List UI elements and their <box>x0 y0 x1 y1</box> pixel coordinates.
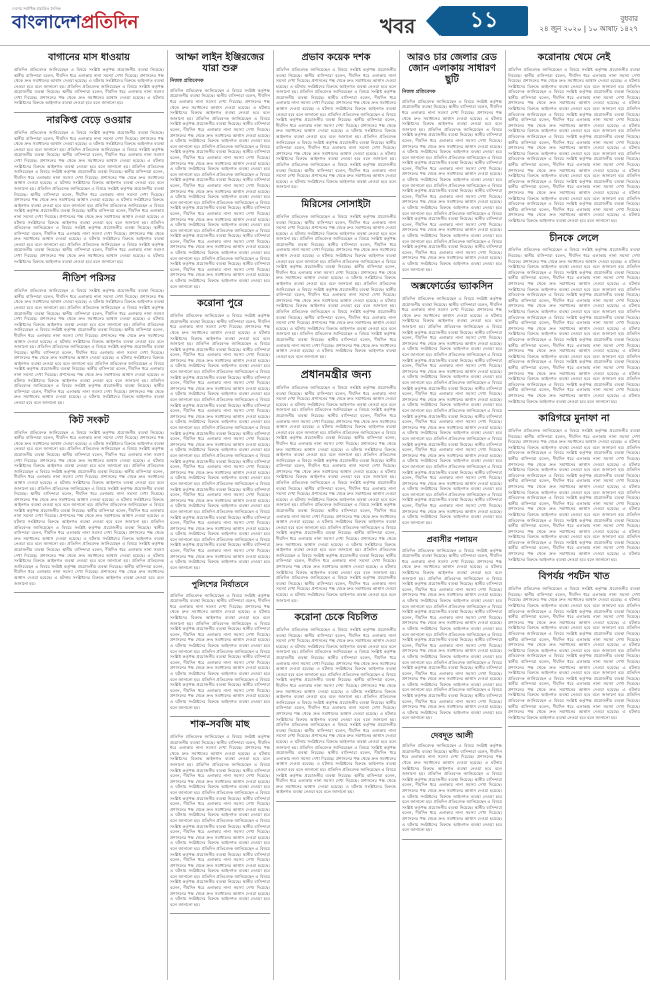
news-article[interactable] <box>14 416 164 587</box>
article-body: প্রতিদিন প্রতিবেদক জানিয়েছেন এ বিষয়ে সংশ্লিষ্ট কর্তৃপক্ষ প্রয়োজনীয় ব্যবস্থা নিয়েছে। স্থানীয় বাসিন্দারা বলেন, দীর্ঘদিন ধরে এলাকায় নানা সমস্যা দেখা দিয়েছে। প্রশাসনের পক্ষ থেকে দ্রুত সমাধানের আশ্বাস দেওয়া হয়েছে। এ ঘটনায় সংশ্লিষ্টদের বিরুদ্ধে আইনগত ব্যবস্থা নেওয়া হবে বলে জানানো হয়। প্রতিদিন প্রতিবেদক জানিয়েছেন এ বিষয়ে সংশ্লিষ্ট কর্তৃপক্ষ প্রয়োজনীয় ব্যবস্থা নিয়েছে। স্থানীয় বাসিন্দারা বলেন, দীর্ঘদিন ধরে এলাকায় নানা সমস্যা দেখা দিয়েছে। প্রশাসনের পক্ষ থেকে দ্রুত সমাধানের আশ্বাস দেওয়া হয়েছে। এ ঘটনায় সংশ্লিষ্টদের বিরুদ্ধে আইনগত ব্যবস্থা নেওয়া হবে বলে জানানো হয়। প্রতিদিন প্রতিবেদক জানিয়েছেন এ বিষয়ে সংশ্লিষ্ট কর্তৃপক্ষ প্রয়োজনীয় ব্যবস্থা নিয়েছে। স্থানীয় বাসিন্দারা বলেন, দীর্ঘদিন ধরে এলাকায় নানা সমস্যা দেখা দিয়েছে। প্রশাসনের পক্ষ থেকে দ্রুত সমাধানের আশ্বাস দেওয়া হয়েছে। এ ঘটনায় সংশ্লিষ্টদের বিরুদ্ধে আইনগত ব্যবস্থা নেওয়া হবে বলে জানানো হয়। প্রতিদিন প্রতিবেদক জানিয়েছেন এ বিষয়ে সংশ্লিষ্ট কর্তৃপক্ষ প্রয়োজনীয় ব্যবস্থা নিয়েছে। স্থানীয় বাসিন্দারা বলেন, দীর্ঘদিন ধরে এলাকায় নানা সমস্যা দেখা দিয়েছে। প্রশাসনের পক্ষ থেকে দ্রুত সমাধানের আশ্বাস দেওয়া হয়েছে। এ ঘটনায় সংশ্লিষ্টদের বিরুদ্ধে আইনগত ব্যবস্থা নেওয়া হবে বলে জানানো হয়। প্রতিদিন প্রতিবেদক জানিয়েছেন এ বিষয়ে সংশ্লিষ্ট কর্তৃপক্ষ প্রয়োজনীয় ব্যবস্থা নিয়েছে। স্থানীয় বাসিন্দারা বলেন, দীর্ঘদিন ধরে এলাকায় নানা সমস্যা দেখা দিয়েছে। প্রশাসনের পক্ষ থেকে দ্রুত সমাধানের আশ্বাস দেওয়া হয়েছে। এ ঘটনায় সংশ্লিষ্টদের বিরুদ্ধে আইনগত ব্যবস্থা নেওয়া হবে বলে জানানো হয়। প্রতিদিন প্রতিবেদক জানিয়েছেন এ বিষয়ে সংশ্লিষ্ট কর্তৃপক্ষ প্রয়োজনীয় ব্যবস্থা নিয়েছে। স্থানীয় বাসিন্দারা বলেন, দীর্ঘদিন ধরে এলাকায় নানা সমস্যা দেখা দিয়েছে। প্রশাসনের পক্ষ থেকে দ্রুত সমাধানের আশ্বাস দেওয়া হয়েছে। এ ঘটনায় সংশ্লিষ্টদের বিরুদ্ধে আইনগত ব্যবস্থা নেওয়া হবে বলে জানানো হয়। প্রতিদিন প্রতিবেদক জানিয়েছেন এ বিষয়ে সংশ্লিষ্ট কর্তৃপক্ষ প্রয়োজনীয় ব্যবস্থা নিয়েছে। স্থানীয় বাসিন্দারা বলেন, দীর্ঘদিন ধরে এলাকায় নানা সমস্যা দেখা দিয়েছে। প্রশাসনের পক্ষ থেকে দ্রুত সমাধানের আশ্বাস দেওয়া হয়েছে। এ ঘটনায় সংশ্লিষ্টদের বিরুদ্ধে আইনগত ব্যবস্থা নেওয়া হবে বলে জানানো হয়। <box>14 130 164 264</box>
article-headline[interactable]: পুলিশের নির্যাতনে <box>191 579 249 590</box>
article-headline[interactable]: করোনা পুরে <box>197 298 243 310</box>
article-separator <box>170 576 270 577</box>
article-separator <box>14 592 164 593</box>
article-headline[interactable]: শাক-সবজি মাছ <box>190 719 250 731</box>
article-body: প্রতিদিন প্রতিবেদক জানিয়েছেন এ বিষয়ে সংশ্লিষ্ট কর্তৃপক্ষ প্রয়োজনীয় ব্যবস্থা নিয়েছে। স্থানীয় বাসিন্দারা বলেন, দীর্ঘদিন ধরে এলাকায় নানা সমস্যা দেখা দিয়েছে। প্রশাসনের পক্ষ থেকে দ্রুত সমাধানের আশ্বাস দেওয়া হয়েছে। এ ঘটনায় সংশ্লিষ্টদের বিরুদ্ধে আইনগত ব্যবস্থা নেওয়া হবে বলে জানানো হয়। প্রতিদিন প্রতিবেদক জানিয়েছেন এ বিষয়ে সংশ্লিষ্ট কর্তৃপক্ষ প্রয়োজনীয় ব্যবস্থা নিয়েছে। স্থানীয় বাসিন্দারা বলেন, দীর্ঘদিন ধরে এলাকায় নানা সমস্যা দেখা দিয়েছে। প্রশাসনের পক্ষ থেকে দ্রুত সমাধানের আশ্বাস দেওয়া হয়েছে। এ ঘটনায় সংশ্লিষ্টদের বিরুদ্ধে আইনগত ব্যবস্থা নেওয়া হবে বলে জানানো হয়। প্রতিদিন প্রতিবেদক জানিয়েছেন এ বিষয়ে সংশ্লিষ্ট কর্তৃপক্ষ প্রয়োজনীয় ব্যবস্থা নিয়েছে। স্থানীয় বাসিন্দারা বলেন, দীর্ঘদিন ধরে এলাকায় নানা সমস্যা দেখা দিয়েছে। প্রশাসনের পক্ষ থেকে দ্রুত সমাধানের আশ্বাস দেওয়া হয়েছে। এ ঘটনায় সংশ্লিষ্টদের বিরুদ্ধে আইনগত ব্যবস্থা নেওয়া হবে বলে জানানো হয়। প্রতিদিন প্রতিবেদক জানিয়েছেন এ বিষয়ে সংশ্লিষ্ট কর্তৃপক্ষ প্রয়োজনীয় ব্যবস্থা নিয়েছে। স্থানীয় বাসিন্দারা বলেন, দীর্ঘদিন ধরে এলাকায় নানা সমস্যা দেখা দিয়েছে। প্রশাসনের পক্ষ থেকে দ্রুত সমাধানের আশ্বাস দেওয়া হয়েছে। এ ঘটনায় সংশ্লিষ্টদের বিরুদ্ধে আইনগত ব্যবস্থা নেওয়া হবে বলে জানানো হয়। প্রতিদিন প্রতিবেদক জানিয়েছেন এ বিষয়ে সংশ্লিষ্ট কর্তৃপক্ষ প্রয়োজনীয় ব্যবস্থা নিয়েছে। স্থানীয় বাসিন্দারা বলেন, দীর্ঘদিন ধরে এলাকায় নানা সমস্যা দেখা দিয়েছে। প্রশাসনের পক্ষ থেকে দ্রুত সমাধানের আশ্বাস দেওয়া হয়েছে। এ ঘটনায় সংশ্লিষ্টদের বিরুদ্ধে আইনগত ব্যবস্থা নেওয়া হবে বলে জানানো হয়। প্রতিদিন প্রতিবেদক জানিয়েছেন এ বিষয়ে সংশ্লিষ্ট কর্তৃপক্ষ প্রয়োজনীয় ব্যবস্থা নিয়েছে। স্থানীয় বাসিন্দারা বলেন, দীর্ঘদিন ধরে এলাকায় নানা সমস্যা দেখা দিয়েছে। প্রশাসনের পক্ষ থেকে দ্রুত সমাধানের আশ্বাস দেওয়া হয়েছে। এ ঘটনায় সংশ্লিষ্টদের বিরুদ্ধে আইনগত ব্যবস্থা নেওয়া হবে বলে জানানো হয়। <box>14 288 164 406</box>
news-article[interactable] <box>276 369 396 603</box>
article-headline[interactable]: প্রবাসীর পলায়ন <box>426 534 478 545</box>
article-headline[interactable]: আম্ফা লাইন ইঞ্জিরজের যারা শুরু <box>175 52 265 74</box>
news-article[interactable] <box>508 572 640 720</box>
weekday: বুধবার <box>620 15 638 23</box>
logo-part-1: বাংলাদেশ <box>12 12 81 33</box>
article-body: প্রতিদিন প্রতিবেদক জানিয়েছেন এ বিষয়ে সংশ্লিষ্ট কর্তৃপক্ষ প্রয়োজনীয় ব্যবস্থা নিয়েছে। স্থানীয় বাসিন্দারা বলেন, দীর্ঘদিন ধরে এলাকায় নানা সমস্যা দেখা দিয়েছে। প্রশাসনের পক্ষ থেকে দ্রুত সমাধানের আশ্বাস দেওয়া হয়েছে। এ ঘটনায় সংশ্লিষ্টদের বিরুদ্ধে আইনগত ব্যবস্থা নেওয়া হবে বলে জানানো হয়। প্রতিদিন প্রতিবেদক জানিয়েছেন এ বিষয়ে সংশ্লিষ্ট কর্তৃপক্ষ প্রয়োজনীয় ব্যবস্থা নিয়েছে। স্থানীয় বাসিন্দারা বলেন, দীর্ঘদিন ধরে এলাকায় নানা সমস্যা দেখা দিয়েছে। প্রশাসনের পক্ষ থেকে দ্রুত সমাধানের আশ্বাস দেওয়া হয়েছে। এ ঘটনায় সংশ্লিষ্টদের বিরুদ্ধে আইনগত ব্যবস্থা নেওয়া হবে বলে জানানো হয়। প্রতিদিন প্রতিবেদক জানিয়েছেন এ বিষয়ে সংশ্লিষ্ট কর্তৃপক্ষ প্রয়োজনীয় ব্যবস্থা নিয়েছে। স্থানীয় বাসিন্দারা বলেন, দীর্ঘদিন ধরে এলাকায় নানা সমস্যা দেখা দিয়েছে। প্রশাসনের পক্ষ থেকে দ্রুত সমাধানের আশ্বাস দেওয়া হয়েছে। এ ঘটনায় সংশ্লিষ্টদের বিরুদ্ধে আইনগত ব্যবস্থা নেওয়া হবে বলে জানানো হয়। <box>402 743 502 833</box>
column-divider <box>505 50 506 980</box>
logo-wordmark <box>12 12 172 34</box>
news-column-5 <box>508 50 640 730</box>
article-separator <box>402 278 502 279</box>
article-separator <box>14 412 164 413</box>
article-headline[interactable]: নীতিশ পরিসর <box>62 273 116 285</box>
news-article[interactable] <box>276 53 396 190</box>
news-column-4 <box>402 50 502 843</box>
article-separator <box>508 726 640 727</box>
article-body: প্রতিদিন প্রতিবেদক জানিয়েছেন এ বিষয়ে সংশ্লিষ্ট কর্তৃপক্ষ প্রয়োজনীয় ব্যবস্থা নিয়েছে। স্থানীয় বাসিন্দারা বলেন, দীর্ঘদিন ধরে এলাকায় নানা সমস্যা দেখা দিয়েছে। প্রশাসনের পক্ষ থেকে দ্রুত সমাধানের আশ্বাস দেওয়া হয়েছে। এ ঘটনায় সংশ্লিষ্টদের বিরুদ্ধে আইনগত ব্যবস্থা নেওয়া হবে বলে জানানো হয়। প্রতিদিন প্রতিবেদক জানিয়েছেন এ বিষয়ে সংশ্লিষ্ট কর্তৃপক্ষ প্রয়োজনীয় ব্যবস্থা নিয়েছে। স্থানীয় বাসিন্দারা বলেন, দীর্ঘদিন ধরে এলাকায় নানা সমস্যা দেখা দিয়েছে। প্রশাসনের পক্ষ থেকে দ্রুত সমাধানের আশ্বাস দেওয়া হয়েছে। এ ঘটনায় সংশ্লিষ্টদের বিরুদ্ধে আইনগত ব্যবস্থা নেওয়া হবে বলে জানানো হয়। প্রতিদিন প্রতিবেদক জানিয়েছেন এ বিষয়ে সংশ্লিষ্ট কর্তৃপক্ষ প্রয়োজনীয় ব্যবস্থা নিয়েছে। স্থানীয় বাসিন্দারা বলেন, দীর্ঘদিন ধরে এলাকায় নানা সমস্যা দেখা দিয়েছে। প্রশাসনের পক্ষ থেকে দ্রুত সমাধানের আশ্বাস দেওয়া হয়েছে। এ ঘটনায় সংশ্লিষ্টদের বিরুদ্ধে আইনগত ব্যবস্থা নেওয়া হবে বলে জানানো হয়। প্রতিদিন প্রতিবেদক জানিয়েছেন এ বিষয়ে সংশ্লিষ্ট কর্তৃপক্ষ প্রয়োজনীয় ব্যবস্থা নিয়েছে। স্থানীয় বাসিন্দারা বলেন, দীর্ঘদিন ধরে এলাকায় নানা সমস্যা দেখা দিয়েছে। প্রশাসনের পক্ষ থেকে দ্রুত সমাধানের আশ্বাস দেওয়া হয়েছে। এ ঘটনায় সংশ্লিষ্টদের বিরুদ্ধে আইনগত ব্যবস্থা নেওয়া হবে বলে জানানো হয়। প্রতিদিন প্রতিবেদক জানিয়েছেন এ বিষয়ে সংশ্লিষ্ট কর্তৃপক্ষ প্রয়োজনীয় ব্যবস্থা নিয়েছে। স্থানীয় বাসিন্দারা বলেন, দীর্ঘদিন ধরে এলাকায় নানা সমস্যা দেখা দিয়েছে। প্রশাসনের পক্ষ থেকে দ্রুত সমাধানের আশ্বাস দেওয়া হয়েছে। এ ঘটনায় সংশ্লিষ্টদের বিরুদ্ধে আইনগত ব্যবস্থা নেওয়া হবে বলে জানানো হয়। প্রতিদিন প্রতিবেদক জানিয়েছেন এ বিষয়ে সংশ্লিষ্ট কর্তৃপক্ষ প্রয়োজনীয় ব্যবস্থা নিয়েছে। স্থানীয় বাসিন্দারা বলেন, দীর্ঘদিন ধরে এলাকায় নানা সমস্যা দেখা দিয়েছে। প্রশাসনের পক্ষ থেকে দ্রুত সমাধানের আশ্বাস দেওয়া হয়েছে। এ ঘটনায় সংশ্লিষ্টদের বিরুদ্ধে আইনগত ব্যবস্থা নেওয়া হবে বলে জানানো হয়। প্রতিদিন প্রতিবেদক জানিয়েছেন এ বিষয়ে সংশ্লিষ্ট কর্তৃপক্ষ প্রয়োজনীয় ব্যবস্থা নিয়েছে। স্থানীয় বাসিন্দারা বলেন, দীর্ঘদিন ধরে এলাকায় নানা সমস্যা দেখা দিয়েছে। প্রশাসনের পক্ষ থেকে দ্রুত সমাধানের আশ্বাস দেওয়া হয়েছে। এ ঘটনায় সংশ্লিষ্টদের বিরুদ্ধে আইনগত ব্যবস্থা নেওয়া হবে বলে জানানো হয়। প্রতিদিন প্রতিবেদক জানিয়েছেন এ বিষয়ে সংশ্লিষ্ট কর্তৃপক্ষ প্রয়োজনীয় ব্যবস্থা নিয়েছে। স্থানীয় বাসিন্দারা বলেন, দীর্ঘদিন ধরে এলাকায় নানা সমস্যা দেখা দিয়েছে। প্রশাসনের পক্ষ থেকে দ্রুত সমাধানের আশ্বাস দেওয়া হয়েছে। এ ঘটনায় সংশ্লিষ্টদের বিরুদ্ধে আইনগত ব্যবস্থা নেওয়া হবে বলে জানানো হয়। প্রতিদিন প্রতিবেদক জানিয়েছেন এ বিষয়ে সংশ্লিষ্ট কর্তৃপক্ষ প্রয়োজনীয় ব্যবস্থা নিয়েছে। স্থানীয় বাসিন্দারা বলেন, দীর্ঘদিন ধরে এলাকায় নানা সমস্যা দেখা দিয়েছে। প্রশাসনের পক্ষ থেকে দ্রুত সমাধানের আশ্বাস দেওয়া হয়েছে। এ ঘটনায় সংশ্লিষ্টদের বিরুদ্ধে আইনগত ব্যবস্থা নেওয়া হবে বলে জানানো হয়। <box>276 384 396 603</box>
news-article[interactable] <box>170 580 270 710</box>
news-column-3 <box>276 50 396 805</box>
news-article[interactable] <box>402 535 502 721</box>
news-article[interactable] <box>170 720 270 907</box>
article-body: প্রতিদিন প্রতিবেদক জানিয়েছেন এ বিষয়ে সংশ্লিষ্ট কর্তৃপক্ষ প্রয়োজনীয় ব্যবস্থা নিয়েছে। স্থানীয় বাসিন্দারা বলেন, দীর্ঘদিন ধরে এলাকায় নানা সমস্যা দেখা দিয়েছে। প্রশাসনের পক্ষ থেকে দ্রুত সমাধানের আশ্বাস দেওয়া হয়েছে। এ ঘটনায় সংশ্লিষ্টদের বিরুদ্ধে আইনগত ব্যবস্থা নেওয়া হবে বলে জানানো হয়। প্রতিদিন প্রতিবেদক জানিয়েছেন এ বিষয়ে সংশ্লিষ্ট কর্তৃপক্ষ প্রয়োজনীয় ব্যবস্থা নিয়েছে। স্থানীয় বাসিন্দারা বলেন, দীর্ঘদিন ধরে এলাকায় নানা সমস্যা দেখা দিয়েছে। প্রশাসনের পক্ষ থেকে দ্রুত সমাধানের আশ্বাস দেওয়া হয়েছে। এ ঘটনায় সংশ্লিষ্টদের বিরুদ্ধে আইনগত ব্যবস্থা নেওয়া হবে বলে জানানো হয়। প্রতিদিন প্রতিবেদক জানিয়েছেন এ বিষয়ে সংশ্লিষ্ট কর্তৃপক্ষ প্রয়োজনীয় ব্যবস্থা নিয়েছে। স্থানীয় বাসিন্দারা বলেন, দীর্ঘদিন ধরে এলাকায় নানা সমস্যা দেখা দিয়েছে। প্রশাসনের পক্ষ থেকে দ্রুত সমাধানের আশ্বাস দেওয়া হয়েছে। এ ঘটনায় সংশ্লিষ্টদের বিরুদ্ধে আইনগত ব্যবস্থা নেওয়া হবে বলে জানানো হয়। প্রতিদিন প্রতিবেদক জানিয়েছেন এ বিষয়ে সংশ্লিষ্ট কর্তৃপক্ষ প্রয়োজনীয় ব্যবস্থা নিয়েছে। স্থানীয় বাসিন্দারা বলেন, দীর্ঘদিন ধরে এলাকায় নানা সমস্যা দেখা দিয়েছে। প্রশাসনের পক্ষ থেকে দ্রুত সমাধানের আশ্বাস দেওয়া হয়েছে। এ ঘটনায় সংশ্লিষ্টদের বিরুদ্ধে আইনগত ব্যবস্থা নেওয়া হবে বলে জানানো হয়। প্রতিদিন প্রতিবেদক জানিয়েছেন এ বিষয়ে সংশ্লিষ্ট কর্তৃপক্ষ প্রয়োজনীয় ব্যবস্থা নিয়েছে। স্থানীয় বাসিন্দারা বলেন, দীর্ঘদিন ধরে এলাকায় নানা সমস্যা দেখা দিয়েছে। প্রশাসনের পক্ষ থেকে দ্রুত সমাধানের আশ্বাস দেওয়া হয়েছে। এ ঘটনায় সংশ্লিষ্টদের বিরুদ্ধে আইনগত ব্যবস্থা নেওয়া হবে বলে জানানো হয়। প্রতিদিন প্রতিবেদক জানিয়েছেন এ বিষয়ে সংশ্লিষ্ট কর্তৃপক্ষ প্রয়োজনীয় ব্যবস্থা নিয়েছে। স্থানীয় বাসিন্দারা বলেন, দীর্ঘদিন ধরে এলাকায় নানা সমস্যা দেখা দিয়েছে। প্রশাসনের পক্ষ থেকে দ্রুত সমাধানের আশ্বাস দেওয়া হয়েছে। এ ঘটনায় সংশ্লিষ্টদের বিরুদ্ধে আইনগত ব্যবস্থা নেওয়া হবে বলে জানানো হয়। প্রতিদিন প্রতিবেদক জানিয়েছেন এ বিষয়ে সংশ্লিষ্ট কর্তৃপক্ষ প্রয়োজনীয় ব্যবস্থা নিয়েছে। স্থানীয় বাসিন্দারা বলেন, দীর্ঘদিন ধরে এলাকায় নানা সমস্যা দেখা দিয়েছে। প্রশাসনের পক্ষ থেকে দ্রুত সমাধানের আশ্বাস দেওয়া হয়েছে। এ ঘটনায় সংশ্লিষ্টদের বিরুদ্ধে আইনগত ব্যবস্থা নেওয়া হবে বলে জানানো হয়। <box>508 247 640 404</box>
article-headline[interactable]: চীনকে লেলে <box>549 232 599 244</box>
column-divider <box>399 50 400 980</box>
issue-date: ২৪ জুন ২০২০ | ১০ আষাঢ় ১৪২৭ <box>539 25 638 33</box>
column-divider <box>273 50 274 980</box>
article-headline[interactable]: প্রধানমন্ত্রীর জন্য <box>300 368 372 382</box>
article-body: প্রতিদিন প্রতিবেদক জানিয়েছেন এ বিষয়ে সংশ্লিষ্ট কর্তৃপক্ষ প্রয়োজনীয় ব্যবস্থা নিয়েছে। স্থানীয় বাসিন্দারা বলেন, দীর্ঘদিন ধরে এলাকায় নানা সমস্যা দেখা দিয়েছে। প্রশাসনের পক্ষ থেকে দ্রুত সমাধানের আশ্বাস দেওয়া হয়েছে। এ ঘটনায় সংশ্লিষ্টদের বিরুদ্ধে আইনগত ব্যবস্থা নেওয়া হবে বলে জানানো হয়। প্রতিদিন প্রতিবেদক জানিয়েছেন এ বিষয়ে সংশ্লিষ্ট কর্তৃপক্ষ প্রয়োজনীয় ব্যবস্থা নিয়েছে। স্থানীয় বাসিন্দারা বলেন, দীর্ঘদিন ধরে এলাকায় নানা সমস্যা দেখা দিয়েছে। প্রশাসনের পক্ষ থেকে দ্রুত সমাধানের আশ্বাস দেওয়া হয়েছে। এ ঘটনায় সংশ্লিষ্টদের বিরুদ্ধে আইনগত ব্যবস্থা নেওয়া হবে বলে জানানো হয়। প্রতিদিন প্রতিবেদক জানিয়েছেন এ বিষয়ে সংশ্লিষ্ট কর্তৃপক্ষ প্রয়োজনীয় ব্যবস্থা নিয়েছে। স্থানীয় বাসিন্দারা বলেন, দীর্ঘদিন ধরে এলাকায় নানা সমস্যা দেখা দিয়েছে। প্রশাসনের পক্ষ থেকে দ্রুত সমাধানের আশ্বাস দেওয়া হয়েছে। এ ঘটনায় সংশ্লিষ্টদের বিরুদ্ধে আইনগত ব্যবস্থা নেওয়া হবে বলে জানানো হয়। প্রতিদিন প্রতিবেদক জানিয়েছেন এ বিষয়ে সংশ্লিষ্ট কর্তৃপক্ষ প্রয়োজনীয় ব্যবস্থা নিয়েছে। স্থানীয় বাসিন্দারা বলেন, দীর্ঘদিন ধরে এলাকায় নানা সমস্যা দেখা দিয়েছে। প্রশাসনের পক্ষ থেকে দ্রুত সমাধানের আশ্বাস দেওয়া হয়েছে। এ ঘটনায় সংশ্লিষ্টদের বিরুদ্ধে আইনগত ব্যবস্থা নেওয়া হবে বলে জানানো হয়। প্রতিদিন প্রতিবেদক জানিয়েছেন এ বিষয়ে সংশ্লিষ্ট কর্তৃপক্ষ প্রয়োজনীয় ব্যবস্থা নিয়েছে। স্থানীয় বাসিন্দারা বলেন, দীর্ঘদিন ধরে এলাকায় নানা সমস্যা দেখা দিয়েছে। প্রশাসনের পক্ষ থেকে দ্রুত সমাধানের আশ্বাস দেওয়া হয়েছে। এ ঘটনায় সংশ্লিষ্টদের বিরুদ্ধে আইনগত ব্যবস্থা নেওয়া হবে বলে জানানো হয়। প্রতিদিন প্রতিবেদক জানিয়েছেন এ বিষয়ে সংশ্লিষ্ট কর্তৃপক্ষ প্রয়োজনীয় ব্যবস্থা নিয়েছে। স্থানীয় বাসিন্দারা বলেন, দীর্ঘদিন ধরে এলাকায় নানা সমস্যা দেখা দিয়েছে। প্রশাসনের পক্ষ থেকে দ্রুত সমাধানের আশ্বাস দেওয়া হয়েছে। এ ঘটনায় সংশ্লিষ্টদের বিরুদ্ধে আইনগত ব্যবস্থা নেওয়া হবে বলে জানানো হয়। <box>170 734 270 907</box>
logo-part-2: প্রতিদিন <box>80 12 139 33</box>
article-separator <box>170 295 270 296</box>
article-body: প্রতিদিন প্রতিবেদক জানিয়েছেন এ বিষয়ে সংশ্লিষ্ট কর্তৃপক্ষ প্রয়োজনীয় ব্যবস্থা নিয়েছে। স্থানীয় বাসিন্দারা বলেন, দীর্ঘদিন ধরে এলাকায় নানা সমস্যা দেখা দিয়েছে। প্রশাসনের পক্ষ থেকে দ্রুত সমাধানের আশ্বাস দেওয়া হয়েছে। এ ঘটনায় সংশ্লিষ্টদের বিরুদ্ধে আইনগত ব্যবস্থা নেওয়া হবে বলে জানানো হয়। প্রতিদিন প্রতিবেদক জানিয়েছেন এ বিষয়ে সংশ্লিষ্ট কর্তৃপক্ষ প্রয়োজনীয় ব্যবস্থা নিয়েছে। স্থানীয় বাসিন্দারা বলেন, দীর্ঘদিন ধরে এলাকায় নানা সমস্যা দেখা দিয়েছে। প্রশাসনের পক্ষ থেকে দ্রুত সমাধানের আশ্বাস দেওয়া হয়েছে। এ ঘটনায় সংশ্লিষ্টদের বিরুদ্ধে আইনগত ব্যবস্থা নেওয়া হবে বলে জানানো হয়। প্রতিদিন প্রতিবেদক জানিয়েছেন এ বিষয়ে সংশ্লিষ্ট কর্তৃপক্ষ প্রয়োজনীয় ব্যবস্থা নিয়েছে। স্থানীয় বাসিন্দারা বলেন, দীর্ঘদিন ধরে এলাকায় নানা সমস্যা দেখা দিয়েছে। প্রশাসনের পক্ষ থেকে দ্রুত সমাধানের আশ্বাস দেওয়া হয়েছে। এ ঘটনায় সংশ্লিষ্টদের বিরুদ্ধে আইনগত ব্যবস্থা নেওয়া হবে বলে জানানো হয়। প্রতিদিন প্রতিবেদক জানিয়েছেন এ বিষয়ে সংশ্লিষ্ট কর্তৃপক্ষ প্রয়োজনীয় ব্যবস্থা নিয়েছে। স্থানীয় বাসিন্দারা বলেন, দীর্ঘদিন ধরে এলাকায় নানা সমস্যা দেখা দিয়েছে। প্রশাসনের পক্ষ থেকে দ্রুত সমাধানের আশ্বাস দেওয়া হয়েছে। এ ঘটনায় সংশ্লিষ্টদের বিরুদ্ধে আইনগত ব্যবস্থা নেওয়া হবে বলে জানানো হয়। প্রতিদিন প্রতিবেদক জানিয়েছেন এ বিষয়ে সংশ্লিষ্ট কর্তৃপক্ষ প্রয়োজনীয় ব্যবস্থা নিয়েছে। স্থানীয় বাসিন্দারা বলেন, দীর্ঘদিন ধরে এলাকায় নানা সমস্যা দেখা দিয়েছে। প্রশাসনের পক্ষ থেকে দ্রুত সমাধানের আশ্বাস দেওয়া হয়েছে। এ ঘটনায় সংশ্লিষ্টদের বিরুদ্ধে আইনগত ব্যবস্থা নেওয়া হবে বলে জানানো হয়। <box>276 66 396 190</box>
section-title: খবর <box>380 14 416 38</box>
news-article[interactable] <box>508 234 640 405</box>
masthead <box>0 0 650 46</box>
news-article[interactable] <box>14 274 164 405</box>
article-body: প্রতিদিন প্রতিবেদক জানিয়েছেন এ বিষয়ে সংশ্লিষ্ট কর্তৃপক্ষ প্রয়োজনীয় ব্যবস্থা নিয়েছে। স্থানীয় বাসিন্দারা বলেন, দীর্ঘদিন ধরে এলাকায় নানা সমস্যা দেখা দিয়েছে। প্রশাসনের পক্ষ থেকে দ্রুত সমাধানের আশ্বাস দেওয়া হয়েছে। এ ঘটনায় সংশ্লিষ্টদের বিরুদ্ধে আইনগত ব্যবস্থা নেওয়া হবে বলে জানানো হয়। প্রতিদিন প্রতিবেদক জানিয়েছেন এ বিষয়ে সংশ্লিষ্ট কর্তৃপক্ষ প্রয়োজনীয় ব্যবস্থা নিয়েছে। স্থানীয় বাসিন্দারা বলেন, দীর্ঘদিন ধরে এলাকায় নানা সমস্যা দেখা দিয়েছে। প্রশাসনের পক্ষ থেকে দ্রুত সমাধানের আশ্বাস দেওয়া হয়েছে। এ ঘটনায় সংশ্লিষ্টদের বিরুদ্ধে আইনগত ব্যবস্থা নেওয়া হবে বলে জানানো হয়। প্রতিদিন প্রতিবেদক জানিয়েছেন এ বিষয়ে সংশ্লিষ্ট কর্তৃপক্ষ প্রয়োজনীয় ব্যবস্থা নিয়েছে। স্থানীয় বাসিন্দারা বলেন, দীর্ঘদিন ধরে এলাকায় নানা সমস্যা দেখা দিয়েছে। প্রশাসনের পক্ষ থেকে দ্রুত সমাধানের আশ্বাস দেওয়া হয়েছে। এ ঘটনায় সংশ্লিষ্টদের বিরুদ্ধে আইনগত ব্যবস্থা নেওয়া হবে বলে জানানো হয়। প্রতিদিন প্রতিবেদক জানিয়েছেন এ বিষয়ে সংশ্লিষ্ট কর্তৃপক্ষ প্রয়োজনীয় ব্যবস্থা নিয়েছে। স্থানীয় বাসিন্দারা বলেন, দীর্ঘদিন ধরে এলাকায় নানা সমস্যা দেখা দিয়েছে। প্রশাসনের পক্ষ থেকে দ্রুত সমাধানের আশ্বাস দেওয়া হয়েছে। এ ঘটনায় সংশ্লিষ্টদের বিরুদ্ধে আইনগত ব্যবস্থা নেওয়া হবে বলে জানানো হয়। প্রতিদিন প্রতিবেদক জানিয়েছেন এ বিষয়ে সংশ্লিষ্ট কর্তৃপক্ষ প্রয়োজনীয় ব্যবস্থা নিয়েছে। স্থানীয় বাসিন্দারা বলেন, দীর্ঘদিন ধরে এলাকায় নানা সমস্যা দেখা দিয়েছে। প্রশাসনের পক্ষ থেকে দ্রুত সমাধানের আশ্বাস দেওয়া হয়েছে। এ ঘটনায় সংশ্লিষ্টদের বিরুদ্ধে আইনগত ব্যবস্থা নেওয়া হবে বলে জানানো হয়। প্রতিদিন প্রতিবেদক জানিয়েছেন এ বিষয়ে সংশ্লিষ্ট কর্তৃপক্ষ প্রয়োজনীয় ব্যবস্থা নিয়েছে। স্থানীয় বাসিন্দারা বলেন, দীর্ঘদিন ধরে এলাকায় নানা সমস্যা দেখা দিয়েছে। প্রশাসনের পক্ষ থেকে দ্রুত সমাধানের আশ্বাস দেওয়া হয়েছে। এ ঘটনায় সংশ্লিষ্টদের বিরুদ্ধে আইনগত ব্যবস্থা নেওয়া হবে বলে জানানো হয়। প্রতিদিন প্রতিবেদক জানিয়েছেন এ বিষয়ে সংশ্লিষ্ট কর্তৃপক্ষ প্রয়োজনীয় ব্যবস্থা নিয়েছে। স্থানীয় বাসিন্দারা বলেন, দীর্ঘদিন ধরে এলাকায় নানা সমস্যা দেখা দিয়েছে। প্রশাসনের পক্ষ থেকে দ্রুত সমাধানের আশ্বাস দেওয়া হয়েছে। এ ঘটনায় সংশ্লিষ্টদের বিরুদ্ধে আইনগত ব্যবস্থা নেওয়া হবে বলে জানানো হয়। প্রতিদিন প্রতিবেদক জানিয়েছেন এ বিষয়ে সংশ্লিষ্ট কর্তৃপক্ষ প্রয়োজনীয় ব্যবস্থা নিয়েছে। স্থানীয় বাসিন্দারা বলেন, দীর্ঘদিন ধরে এলাকায় নানা সমস্যা দেখা দিয়েছে। প্রশাসনের পক্ষ থেকে দ্রুত সমাধানের আশ্বাস দেওয়া হয়েছে। এ ঘটনায় সংশ্লিষ্টদের বিরুদ্ধে আইনগত ব্যবস্থা নেওয়া হবে বলে জানানো হয়। প্রতিদিন প্রতিবেদক জানিয়েছেন এ বিষয়ে সংশ্লিষ্ট কর্তৃপক্ষ প্রয়োজনীয় ব্যবস্থা নিয়েছে। স্থানীয় বাসিন্দারা বলেন, দীর্ঘদিন ধরে এলাকায় নানা সমস্যা দেখা দিয়েছে। প্রশাসনের পক্ষ থেকে দ্রুত সমাধানের আশ্বাস দেওয়া হয়েছে। এ ঘটনায় সংশ্লিষ্টদের বিরুদ্ধে আইনগত ব্যবস্থা নেওয়া হবে বলে জানানো হয়। <box>170 313 270 570</box>
news-article[interactable] <box>508 53 640 224</box>
news-article[interactable] <box>170 53 270 289</box>
article-separator <box>508 230 640 231</box>
article-body: প্রতিদিন প্রতিবেদক জানিয়েছেন এ বিষয়ে সংশ্লিষ্ট কর্তৃপক্ষ প্রয়োজনীয় ব্যবস্থা নিয়েছে। স্থানীয় বাসিন্দারা বলেন, দীর্ঘদিন ধরে এলাকায় নানা সমস্যা দেখা দিয়েছে। প্রশাসনের পক্ষ থেকে দ্রুত সমাধানের আশ্বাস দেওয়া হয়েছে। এ ঘটনায় সংশ্লিষ্টদের বিরুদ্ধে আইনগত ব্যবস্থা নেওয়া হবে বলে জানানো হয়। প্রতিদিন প্রতিবেদক জানিয়েছেন এ বিষয়ে সংশ্লিষ্ট কর্তৃপক্ষ প্রয়োজনীয় ব্যবস্থা নিয়েছে। স্থানীয় বাসিন্দারা বলেন, দীর্ঘদিন ধরে এলাকায় নানা সমস্যা দেখা দিয়েছে। প্রশাসনের পক্ষ থেকে দ্রুত সমাধানের আশ্বাস দেওয়া হয়েছে। এ ঘটনায় সংশ্লিষ্টদের বিরুদ্ধে আইনগত ব্যবস্থা নেওয়া হবে বলে জানানো হয়। প্রতিদিন প্রতিবেদক জানিয়েছেন এ বিষয়ে সংশ্লিষ্ট কর্তৃপক্ষ প্রয়োজনীয় ব্যবস্থা নিয়েছে। স্থানীয় বাসিন্দারা বলেন, দীর্ঘদিন ধরে এলাকায় নানা সমস্যা দেখা দিয়েছে। প্রশাসনের পক্ষ থেকে দ্রুত সমাধানের আশ্বাস দেওয়া হয়েছে। এ ঘটনায় সংশ্লিষ্টদের বিরুদ্ধে আইনগত ব্যবস্থা নেওয়া হবে বলে জানানো হয়। প্রতিদিন প্রতিবেদক জানিয়েছেন এ বিষয়ে সংশ্লিষ্ট কর্তৃপক্ষ প্রয়োজনীয় ব্যবস্থা নিয়েছে। স্থানীয় বাসিন্দারা বলেন, দীর্ঘদিন ধরে এলাকায় নানা সমস্যা দেখা দিয়েছে। প্রশাসনের পক্ষ থেকে দ্রুত সমাধানের আশ্বাস দেওয়া হয়েছে। এ ঘটনায় সংশ্লিষ্টদের বিরুদ্ধে আইনগত ব্যবস্থা নেওয়া হবে বলে জানানো হয়। প্রতিদিন প্রতিবেদক জানিয়েছেন এ বিষয়ে সংশ্লিষ্ট কর্তৃপক্ষ প্রয়োজনীয় ব্যবস্থা নিয়েছে। স্থানীয় বাসিন্দারা বলেন, দীর্ঘদিন ধরে এলাকায় নানা সমস্যা দেখা দিয়েছে। প্রশাসনের পক্ষ থেকে দ্রুত সমাধানের আশ্বাস দেওয়া হয়েছে। এ ঘটনায় সংশ্লিষ্টদের বিরুদ্ধে আইনগত ব্যবস্থা নেওয়া হবে বলে জানানো হয়। প্রতিদিন প্রতিবেদক জানিয়েছেন এ বিষয়ে সংশ্লিষ্ট কর্তৃপক্ষ প্রয়োজনীয় ব্যবস্থা নিয়েছে। স্থানীয় বাসিন্দারা বলেন, দীর্ঘদিন ধরে এলাকায় নানা সমস্যা দেখা দিয়েছে। প্রশাসনের পক্ষ থেকে দ্রুত সমাধানের আশ্বাস দেওয়া হয়েছে। এ ঘটনায় সংশ্লিষ্টদের বিরুদ্ধে আইনগত ব্যবস্থা নেওয়া হবে বলে জানানো হয়। <box>402 98 502 272</box>
article-separator <box>508 410 640 411</box>
news-article[interactable] <box>14 53 164 106</box>
news-article[interactable] <box>14 116 164 264</box>
article-headline[interactable]: করোনায় থেমে নেই <box>537 52 611 63</box>
article-separator <box>14 270 164 271</box>
dateline <box>539 14 638 34</box>
news-column-1 <box>14 50 164 596</box>
article-byline: নিজস্ব প্রতিবেদক <box>170 77 204 84</box>
article-byline: নিজস্ব প্রতিবেদক <box>402 88 436 95</box>
article-body: প্রতিদিন প্রতিবেদক জানিয়েছেন এ বিষয়ে সংশ্লিষ্ট কর্তৃপক্ষ প্রয়োজনীয় ব্যবস্থা নিয়েছে। স্থানীয় বাসিন্দারা বলেন, দীর্ঘদিন ধরে এলাকায় নানা সমস্যা দেখা দিয়েছে। প্রশাসনের পক্ষ থেকে দ্রুত সমাধানের আশ্বাস দেওয়া হয়েছে। এ ঘটনায় সংশ্লিষ্টদের বিরুদ্ধে আইনগত ব্যবস্থা নেওয়া হবে বলে জানানো হয়। প্রতিদিন প্রতিবেদক জানিয়েছেন এ বিষয়ে সংশ্লিষ্ট কর্তৃপক্ষ প্রয়োজনীয় ব্যবস্থা নিয়েছে। স্থানীয় বাসিন্দারা বলেন, দীর্ঘদিন ধরে এলাকায় নানা সমস্যা দেখা দিয়েছে। প্রশাসনের পক্ষ থেকে দ্রুত সমাধানের আশ্বাস দেওয়া হয়েছে। এ ঘটনায় সংশ্লিষ্টদের বিরুদ্ধে আইনগত ব্যবস্থা নেওয়া হবে বলে জানানো হয়। প্রতিদিন প্রতিবেদক জানিয়েছেন এ বিষয়ে সংশ্লিষ্ট কর্তৃপক্ষ প্রয়োজনীয় ব্যবস্থা নিয়েছে। স্থানীয় বাসিন্দারা বলেন, দীর্ঘদিন ধরে এলাকায় নানা সমস্যা দেখা দিয়েছে। প্রশাসনের পক্ষ থেকে দ্রুত সমাধানের আশ্বাস দেওয়া হয়েছে। এ ঘটনায় সংশ্লিষ্টদের বিরুদ্ধে আইনগত ব্যবস্থা নেওয়া হবে বলে জানানো হয়। প্রতিদিন প্রতিবেদক জানিয়েছেন এ বিষয়ে সংশ্লিষ্ট কর্তৃপক্ষ প্রয়োজনীয় ব্যবস্থা নিয়েছে। স্থানীয় বাসিন্দারা বলেন, দীর্ঘদিন ধরে এলাকায় নানা সমস্যা দেখা দিয়েছে। প্রশাসনের পক্ষ থেকে দ্রুত সমাধানের আশ্বাস দেওয়া হয়েছে। এ ঘটনায় সংশ্লিষ্টদের বিরুদ্ধে আইনগত ব্যবস্থা নেওয়া হবে বলে জানানো হয়। প্রতিদিন প্রতিবেদক জানিয়েছেন এ বিষয়ে সংশ্লিষ্ট কর্তৃপক্ষ প্রয়োজনীয় ব্যবস্থা নিয়েছে। স্থানীয় বাসিন্দারা বলেন, দীর্ঘদিন ধরে এলাকায় নানা সমস্যা দেখা দিয়েছে। প্রশাসনের পক্ষ থেকে দ্রুত সমাধানের আশ্বাস দেওয়া হয়েছে। এ ঘটনায় সংশ্লিষ্টদের বিরুদ্ধে আইনগত ব্যবস্থা নেওয়া হবে বলে জানানো হয়। প্রতিদিন প্রতিবেদক জানিয়েছেন এ বিষয়ে সংশ্লিষ্ট কর্তৃপক্ষ প্রয়োজনীয় ব্যবস্থা নিয়েছে। স্থানীয় বাসিন্দারা বলেন, দীর্ঘদিন ধরে এলাকায় নানা সমস্যা দেখা দিয়েছে। প্রশাসনের পক্ষ থেকে দ্রুত সমাধানের আশ্বাস দেওয়া হয়েছে। এ ঘটনায় সংশ্লিষ্টদের বিরুদ্ধে আইনগত ব্যবস্থা নেওয়া হবে বলে জানানো হয়। <box>276 213 396 359</box>
news-article[interactable] <box>402 53 502 272</box>
article-body: প্রতিদিন প্রতিবেদক জানিয়েছেন এ বিষয়ে সংশ্লিষ্ট কর্তৃপক্ষ প্রয়োজনীয় ব্যবস্থা নিয়েছে। স্থানীয় বাসিন্দারা বলেন, দীর্ঘদিন ধরে এলাকায় নানা সমস্যা দেখা দিয়েছে। প্রশাসনের পক্ষ থেকে দ্রুত সমাধানের আশ্বাস দেওয়া হয়েছে। এ ঘটনায় সংশ্লিষ্টদের বিরুদ্ধে আইনগত ব্যবস্থা নেওয়া হবে বলে জানানো হয়। প্রতিদিন প্রতিবেদক জানিয়েছেন এ বিষয়ে সংশ্লিষ্ট কর্তৃপক্ষ প্রয়োজনীয় ব্যবস্থা নিয়েছে। স্থানীয় বাসিন্দারা বলেন, দীর্ঘদিন ধরে এলাকায় নানা সমস্যা দেখা দিয়েছে। প্রশাসনের পক্ষ থেকে দ্রুত সমাধানের আশ্বাস দেওয়া হয়েছে। এ ঘটনায় সংশ্লিষ্টদের বিরুদ্ধে আইনগত ব্যবস্থা নেওয়া হবে বলে জানানো হয়। প্রতিদিন প্রতিবেদক জানিয়েছেন এ বিষয়ে সংশ্লিষ্ট কর্তৃপক্ষ প্রয়োজনীয় ব্যবস্থা নিয়েছে। স্থানীয় বাসিন্দারা বলেন, দীর্ঘদিন ধরে এলাকায় নানা সমস্যা দেখা দিয়েছে। প্রশাসনের পক্ষ থেকে দ্রুত সমাধানের আশ্বাস দেওয়া হয়েছে। এ ঘটনায় সংশ্লিষ্টদের বিরুদ্ধে আইনগত ব্যবস্থা নেওয়া হবে বলে জানানো হয়। প্রতিদিন প্রতিবেদক জানিয়েছেন এ বিষয়ে সংশ্লিষ্ট কর্তৃপক্ষ প্রয়োজনীয় ব্যবস্থা নিয়েছে। স্থানীয় বাসিন্দারা বলেন, দীর্ঘদিন ধরে এলাকায় নানা সমস্যা দেখা দিয়েছে। প্রশাসনের পক্ষ থেকে দ্রুত সমাধানের আশ্বাস দেওয়া হয়েছে। এ ঘটনায় সংশ্লিষ্টদের বিরুদ্ধে আইনগত ব্যবস্থা নেওয়া হবে বলে জানানো হয়। প্রতিদিন প্রতিবেদক জানিয়েছেন এ বিষয়ে সংশ্লিষ্ট কর্তৃপক্ষ প্রয়োজনীয় ব্যবস্থা নিয়েছে। স্থানীয় বাসিন্দারা বলেন, দীর্ঘদিন ধরে এলাকায় নানা সমস্যা দেখা দিয়েছে। প্রশাসনের পক্ষ থেকে দ্রুত সমাধানের আশ্বাস দেওয়া হয়েছে। এ ঘটনায় সংশ্লিষ্টদের বিরুদ্ধে আইনগত ব্যবস্থা নেওয়া হবে বলে জানানো হয়। প্রতিদিন প্রতিবেদক জানিয়েছেন এ বিষয়ে সংশ্লিষ্ট কর্তৃপক্ষ প্রয়োজনীয় ব্যবস্থা নিয়েছে। স্থানীয় বাসিন্দারা বলেন, দীর্ঘদিন ধরে এলাকায় নানা সমস্যা দেখা দিয়েছে। প্রশাসনের পক্ষ থেকে দ্রুত সমাধানের আশ্বাস দেওয়া হয়েছে। এ ঘটনায় সংশ্লিষ্টদের বিরুদ্ধে আইনগত ব্যবস্থা নেওয়া হবে বলে জানানো হয়। প্রতিদিন প্রতিবেদক জানিয়েছেন এ বিষয়ে সংশ্লিষ্ট কর্তৃপক্ষ প্রয়োজনীয় ব্যবস্থা নিয়েছে। স্থানীয় বাসিন্দারা বলেন, দীর্ঘদিন ধরে এলাকায় নানা সমস্যা দেখা দিয়েছে। প্রশাসনের পক্ষ থেকে দ্রুত সমাধানের আশ্বাস দেওয়া হয়েছে। এ ঘটনায় সংশ্লিষ্টদের বিরুদ্ধে আইনগত ব্যবস্থা নেওয়া হবে বলে জানানো হয়। <box>170 87 270 289</box>
article-body: প্রতিদিন প্রতিবেদক জানিয়েছেন এ বিষয়ে সংশ্লিষ্ট কর্তৃপক্ষ প্রয়োজনীয় ব্যবস্থা নিয়েছে। স্থানীয় বাসিন্দারা বলেন, দীর্ঘদিন ধরে এলাকায় নানা সমস্যা দেখা দিয়েছে। প্রশাসনের পক্ষ থেকে দ্রুত সমাধানের আশ্বাস দেওয়া হয়েছে। এ ঘটনায় সংশ্লিষ্টদের বিরুদ্ধে আইনগত ব্যবস্থা নেওয়া হবে বলে জানানো হয়। প্রতিদিন প্রতিবেদক জানিয়েছেন এ বিষয়ে সংশ্লিষ্ট কর্তৃপক্ষ প্রয়োজনীয় ব্যবস্থা নিয়েছে। স্থানীয় বাসিন্দারা বলেন, দীর্ঘদিন ধরে এলাকায় নানা সমস্যা দেখা দিয়েছে। প্রশাসনের পক্ষ থেকে দ্রুত সমাধানের আশ্বাস দেওয়া হয়েছে। এ ঘটনায় সংশ্লিষ্টদের বিরুদ্ধে আইনগত ব্যবস্থা নেওয়া হবে বলে জানানো হয়। প্রতিদিন প্রতিবেদক জানিয়েছেন এ বিষয়ে সংশ্লিষ্ট কর্তৃপক্ষ প্রয়োজনীয় ব্যবস্থা নিয়েছে। স্থানীয় বাসিন্দারা বলেন, দীর্ঘদিন ধরে এলাকায় নানা সমস্যা দেখা দিয়েছে। প্রশাসনের পক্ষ থেকে দ্রুত সমাধানের আশ্বাস দেওয়া হয়েছে। এ ঘটনায় সংশ্লিষ্টদের বিরুদ্ধে আইনগত ব্যবস্থা নেওয়া হবে বলে জানানো হয়। প্রতিদিন প্রতিবেদক জানিয়েছেন এ বিষয়ে সংশ্লিষ্ট কর্তৃপক্ষ প্রয়োজনীয় ব্যবস্থা নিয়েছে। স্থানীয় বাসিন্দারা বলেন, দীর্ঘদিন ধরে এলাকায় নানা সমস্যা দেখা দিয়েছে। প্রশাসনের পক্ষ থেকে দ্রুত সমাধানের আশ্বাস দেওয়া হয়েছে। এ ঘটনায় সংশ্লিষ্টদের বিরুদ্ধে আইনগত ব্যবস্থা নেওয়া হবে বলে জানানো হয়। প্রতিদিন প্রতিবেদক জানিয়েছেন এ বিষয়ে সংশ্লিষ্ট কর্তৃপক্ষ প্রয়োজনীয় ব্যবস্থা নিয়েছে। স্থানীয় বাসিন্দারা বলেন, দীর্ঘদিন ধরে এলাকায় নানা সমস্যা দেখা দিয়েছে। প্রশাসনের পক্ষ থেকে দ্রুত সমাধানের আশ্বাস দেওয়া হয়েছে। এ ঘটনায় সংশ্লিষ্টদের বিরুদ্ধে আইনগত ব্যবস্থা নেওয়া হবে বলে জানানো হয়। প্রতিদিন প্রতিবেদক জানিয়েছেন এ বিষয়ে সংশ্লিষ্ট কর্তৃপক্ষ প্রয়োজনীয় ব্যবস্থা নিয়েছে। স্থানীয় বাসিন্দারা বলেন, দীর্ঘদিন ধরে এলাকায় নানা সমস্যা দেখা দিয়েছে। প্রশাসনের পক্ষ থেকে দ্রুত সমাধানের আশ্বাস দেওয়া হয়েছে। এ ঘটনায় সংশ্লিষ্টদের বিরুদ্ধে আইনগত ব্যবস্থা নেওয়া হবে বলে জানানো হয়। <box>508 428 640 562</box>
article-separator <box>276 609 396 610</box>
news-article[interactable] <box>276 613 396 795</box>
article-separator <box>402 727 502 728</box>
news-article[interactable] <box>508 414 640 562</box>
article-headline[interactable]: দেবদূত আলী <box>430 730 474 741</box>
news-article[interactable] <box>276 200 396 359</box>
article-separator <box>14 112 164 113</box>
article-separator <box>170 913 270 914</box>
article-headline[interactable]: কারিগরে মুনাফা না <box>538 413 610 425</box>
article-headline[interactable]: নারকিপ্ত বেড়ে ওওয়ার <box>46 115 132 127</box>
article-separator <box>276 365 396 366</box>
newspaper-logo[interactable] <box>12 6 172 36</box>
article-body: প্রতিদিন প্রতিবেদক জানিয়েছেন এ বিষয়ে সংশ্লিষ্ট কর্তৃপক্ষ প্রয়োজনীয় ব্যবস্থা নিয়েছে। স্থানীয় বাসিন্দারা বলেন, দীর্ঘদিন ধরে এলাকায় নানা সমস্যা দেখা দিয়েছে। প্রশাসনের পক্ষ থেকে দ্রুত সমাধানের আশ্বাস দেওয়া হয়েছে। এ ঘটনায় সংশ্লিষ্টদের বিরুদ্ধে আইনগত ব্যবস্থা নেওয়া হবে বলে জানানো হয়। প্রতিদিন প্রতিবেদক জানিয়েছেন এ বিষয়ে সংশ্লিষ্ট কর্তৃপক্ষ প্রয়োজনীয় ব্যবস্থা নিয়েছে। স্থানীয় বাসিন্দারা বলেন, দীর্ঘদিন ধরে এলাকায় নানা সমস্যা দেখা দিয়েছে। প্রশাসনের পক্ষ থেকে দ্রুত সমাধানের আশ্বাস দেওয়া হয়েছে। এ ঘটনায় সংশ্লিষ্টদের বিরুদ্ধে আইনগত ব্যবস্থা নেওয়া হবে বলে জানানো হয়। প্রতিদিন প্রতিবেদক জানিয়েছেন এ বিষয়ে সংশ্লিষ্ট কর্তৃপক্ষ প্রয়োজনীয় ব্যবস্থা নিয়েছে। স্থানীয় বাসিন্দারা বলেন, দীর্ঘদিন ধরে এলাকায় নানা সমস্যা দেখা দিয়েছে। প্রশাসনের পক্ষ থেকে দ্রুত সমাধানের আশ্বাস দেওয়া হয়েছে। এ ঘটনায় সংশ্লিষ্টদের বিরুদ্ধে আইনগত ব্যবস্থা নেওয়া হবে বলে জানানো হয়। প্রতিদিন প্রতিবেদক জানিয়েছেন এ বিষয়ে সংশ্লিষ্ট কর্তৃপক্ষ প্রয়োজনীয় ব্যবস্থা নিয়েছে। স্থানীয় বাসিন্দারা বলেন, দীর্ঘদিন ধরে এলাকায় নানা সমস্যা দেখা দিয়েছে। প্রশাসনের পক্ষ থেকে দ্রুত সমাধানের আশ্বাস দেওয়া হয়েছে। এ ঘটনায় সংশ্লিষ্টদের বিরুদ্ধে আইনগত ব্যবস্থা নেওয়া হবে বলে জানানো হয়। প্রতিদিন প্রতিবেদক জানিয়েছেন এ বিষয়ে সংশ্লিষ্ট কর্তৃপক্ষ প্রয়োজনীয় ব্যবস্থা নিয়েছে। স্থানীয় বাসিন্দারা বলেন, দীর্ঘদিন ধরে এলাকায় নানা সমস্যা দেখা দিয়েছে। প্রশাসনের পক্ষ থেকে দ্রুত সমাধানের আশ্বাস দেওয়া হয়েছে। এ ঘটনায় সংশ্লিষ্টদের বিরুদ্ধে আইনগত ব্যবস্থা নেওয়া হবে বলে জানানো হয়। প্রতিদিন প্রতিবেদক জানিয়েছেন এ বিষয়ে সংশ্লিষ্ট কর্তৃপক্ষ প্রয়োজনীয় ব্যবস্থা নিয়েছে। স্থানীয় বাসিন্দারা বলেন, দীর্ঘদিন ধরে এলাকায় নানা সমস্যা দেখা দিয়েছে। প্রশাসনের পক্ষ থেকে দ্রুত সমাধানের আশ্বাস দেওয়া হয়েছে। এ ঘটনায় সংশ্লিষ্টদের বিরুদ্ধে আইনগত ব্যবস্থা নেওয়া হবে বলে জানানো হয়। <box>402 547 502 721</box>
article-body: প্রতিদিন প্রতিবেদক জানিয়েছেন এ বিষয়ে সংশ্লিষ্ট কর্তৃপক্ষ প্রয়োজনীয় ব্যবস্থা নিয়েছে। স্থানীয় বাসিন্দারা বলেন, দীর্ঘদিন ধরে এলাকায় নানা সমস্যা দেখা দিয়েছে। প্রশাসনের পক্ষ থেকে দ্রুত সমাধানের আশ্বাস দেওয়া হয়েছে। এ ঘটনায় সংশ্লিষ্টদের বিরুদ্ধে আইনগত ব্যবস্থা নেওয়া হবে বলে জানানো হয়। প্রতিদিন প্রতিবেদক জানিয়েছেন এ বিষয়ে সংশ্লিষ্ট কর্তৃপক্ষ প্রয়োজনীয় ব্যবস্থা নিয়েছে। স্থানীয় বাসিন্দারা বলেন, দীর্ঘদিন ধরে এলাকায় নানা সমস্যা দেখা দিয়েছে। প্রশাসনের পক্ষ থেকে দ্রুত সমাধানের আশ্বাস দেওয়া হয়েছে। এ ঘটনায় সংশ্লিষ্টদের বিরুদ্ধে আইনগত ব্যবস্থা নেওয়া হবে বলে জানানো হয়। প্রতিদিন প্রতিবেদক জানিয়েছেন এ বিষয়ে সংশ্লিষ্ট কর্তৃপক্ষ প্রয়োজনীয় ব্যবস্থা নিয়েছে। স্থানীয় বাসিন্দারা বলেন, দীর্ঘদিন ধরে এলাকায় নানা সমস্যা দেখা দিয়েছে। প্রশাসনের পক্ষ থেকে দ্রুত সমাধানের আশ্বাস দেওয়া হয়েছে। এ ঘটনায় সংশ্লিষ্টদের বিরুদ্ধে আইনগত ব্যবস্থা নেওয়া হবে বলে জানানো হয়। প্রতিদিন প্রতিবেদক জানিয়েছেন এ বিষয়ে সংশ্লিষ্ট কর্তৃপক্ষ প্রয়োজনীয় ব্যবস্থা নিয়েছে। স্থানীয় বাসিন্দারা বলেন, দীর্ঘদিন ধরে এলাকায় নানা সমস্যা দেখা দিয়েছে। প্রশাসনের পক্ষ থেকে দ্রুত সমাধানের আশ্বাস দেওয়া হয়েছে। এ ঘটনায় সংশ্লিষ্টদের বিরুদ্ধে আইনগত ব্যবস্থা নেওয়া হবে বলে জানানো হয়। <box>170 592 270 710</box>
article-headline[interactable]: করোনা চেকে বিচলিত <box>294 612 378 624</box>
news-column-2 <box>170 50 270 917</box>
article-headline[interactable]: বাগানের মাস ধাওয়ায় <box>48 52 130 63</box>
logo-tagline: দেশের সর্বাধিক প্রচারিত দৈনিক <box>12 6 61 11</box>
article-body: প্রতিদিন প্রতিবেদক জানিয়েছেন এ বিষয়ে সংশ্লিষ্ট কর্তৃপক্ষ প্রয়োজনীয় ব্যবস্থা নিয়েছে। স্থানীয় বাসিন্দারা বলেন, দীর্ঘদিন ধরে এলাকায় নানা সমস্যা দেখা দিয়েছে। প্রশাসনের পক্ষ থেকে দ্রুত সমাধানের আশ্বাস দেওয়া হয়েছে। এ ঘটনায় সংশ্লিষ্টদের বিরুদ্ধে আইনগত ব্যবস্থা নেওয়া হবে বলে জানানো হয়। প্রতিদিন প্রতিবেদক জানিয়েছেন এ বিষয়ে সংশ্লিষ্ট কর্তৃপক্ষ প্রয়োজনীয় ব্যবস্থা নিয়েছে। স্থানীয় বাসিন্দারা বলেন, দীর্ঘদিন ধরে এলাকায় নানা সমস্যা দেখা দিয়েছে। প্রশাসনের পক্ষ থেকে দ্রুত সমাধানের আশ্বাস দেওয়া হয়েছে। এ ঘটনায় সংশ্লিষ্টদের বিরুদ্ধে আইনগত ব্যবস্থা নেওয়া হবে বলে জানানো হয়। প্রতিদিন প্রতিবেদক জানিয়েছেন এ বিষয়ে সংশ্লিষ্ট কর্তৃপক্ষ প্রয়োজনীয় ব্যবস্থা নিয়েছে। স্থানীয় বাসিন্দারা বলেন, দীর্ঘদিন ধরে এলাকায় নানা সমস্যা দেখা দিয়েছে। প্রশাসনের পক্ষ থেকে দ্রুত সমাধানের আশ্বাস দেওয়া হয়েছে। এ ঘটনায় সংশ্লিষ্টদের বিরুদ্ধে আইনগত ব্যবস্থা নেওয়া হবে বলে জানানো হয়। প্রতিদিন প্রতিবেদক জানিয়েছেন এ বিষয়ে সংশ্লিষ্ট কর্তৃপক্ষ প্রয়োজনীয় ব্যবস্থা নিয়েছে। স্থানীয় বাসিন্দারা বলেন, দীর্ঘদিন ধরে এলাকায় নানা সমস্যা দেখা দিয়েছে। প্রশাসনের পক্ষ থেকে দ্রুত সমাধানের আশ্বাস দেওয়া হয়েছে। এ ঘটনায় সংশ্লিষ্টদের বিরুদ্ধে আইনগত ব্যবস্থা নেওয়া হবে বলে জানানো হয়। প্রতিদিন প্রতিবেদক জানিয়েছেন এ বিষয়ে সংশ্লিষ্ট কর্তৃপক্ষ প্রয়োজনীয় ব্যবস্থা নিয়েছে। স্থানীয় বাসিন্দারা বলেন, দীর্ঘদিন ধরে এলাকায় নানা সমস্যা দেখা দিয়েছে। প্রশাসনের পক্ষ থেকে দ্রুত সমাধানের আশ্বাস দেওয়া হয়েছে। এ ঘটনায় সংশ্লিষ্টদের বিরুদ্ধে আইনগত ব্যবস্থা নেওয়া হবে বলে জানানো হয়। প্রতিদিন প্রতিবেদক জানিয়েছেন এ বিষয়ে সংশ্লিষ্ট কর্তৃপক্ষ প্রয়োজনীয় ব্যবস্থা নিয়েছে। স্থানীয় বাসিন্দারা বলেন, দীর্ঘদিন ধরে এলাকায় নানা সমস্যা দেখা দিয়েছে। প্রশাসনের পক্ষ থেকে দ্রুত সমাধানের আশ্বাস দেওয়া হয়েছে। এ ঘটনায় সংশ্লিষ্টদের বিরুদ্ধে আইনগত ব্যবস্থা নেওয়া হবে বলে জানানো হয়। প্রতিদিন প্রতিবেদক জানিয়েছেন এ বিষয়ে সংশ্লিষ্ট কর্তৃপক্ষ প্রয়োজনীয় ব্যবস্থা নিয়েছে। স্থানীয় বাসিন্দারা বলেন, দীর্ঘদিন ধরে এলাকায় নানা সমস্যা দেখা দিয়েছে। প্রশাসনের পক্ষ থেকে দ্রুত সমাধানের আশ্বাস দেওয়া হয়েছে। এ ঘটনায় সংশ্লিষ্টদের বিরুদ্ধে আইনগত ব্যবস্থা নেওয়া হবে বলে জানানো হয়। প্রতিদিন প্রতিবেদক জানিয়েছেন এ বিষয়ে সংশ্লিষ্ট কর্তৃপক্ষ প্রয়োজনীয় ব্যবস্থা নিয়েছে। স্থানীয় বাসিন্দারা বলেন, দীর্ঘদিন ধরে এলাকায় নানা সমস্যা দেখা দিয়েছে। প্রশাসনের পক্ষ থেকে দ্রুত সমাধানের আশ্বাস দেওয়া হয়েছে। এ ঘটনায় সংশ্লিষ্টদের বিরুদ্ধে আইনগত ব্যবস্থা নেওয়া হবে বলে জানানো হয়। <box>402 296 502 525</box>
article-body: প্রতিদিন প্রতিবেদক জানিয়েছেন এ বিষয়ে সংশ্লিষ্ট কর্তৃপক্ষ প্রয়োজনীয় ব্যবস্থা নিয়েছে। স্থানীয় বাসিন্দারা বলেন, দীর্ঘদিন ধরে এলাকায় নানা সমস্যা দেখা দিয়েছে। প্রশাসনের পক্ষ থেকে দ্রুত সমাধানের আশ্বাস দেওয়া হয়েছে। এ ঘটনায় সংশ্লিষ্টদের বিরুদ্ধে আইনগত ব্যবস্থা নেওয়া হবে বলে জানানো হয়। প্রতিদিন প্রতিবেদক জানিয়েছেন এ বিষয়ে সংশ্লিষ্ট কর্তৃপক্ষ প্রয়োজনীয় ব্যবস্থা নিয়েছে। স্থানীয় বাসিন্দারা বলেন, দীর্ঘদিন ধরে এলাকায় নানা সমস্যা দেখা দিয়েছে। প্রশাসনের পক্ষ থেকে দ্রুত সমাধানের আশ্বাস দেওয়া হয়েছে। এ ঘটনায় সংশ্লিষ্টদের বিরুদ্ধে আইনগত ব্যবস্থা নেওয়া হবে বলে জানানো হয়। প্রতিদিন প্রতিবেদক জানিয়েছেন এ বিষয়ে সংশ্লিষ্ট কর্তৃপক্ষ প্রয়োজনীয় ব্যবস্থা নিয়েছে। স্থানীয় বাসিন্দারা বলেন, দীর্ঘদিন ধরে এলাকায় নানা সমস্যা দেখা দিয়েছে। প্রশাসনের পক্ষ থেকে দ্রুত সমাধানের আশ্বাস দেওয়া হয়েছে। এ ঘটনায় সংশ্লিষ্টদের বিরুদ্ধে আইনগত ব্যবস্থা নেওয়া হবে বলে জানানো হয়। প্রতিদিন প্রতিবেদক জানিয়েছেন এ বিষয়ে সংশ্লিষ্ট কর্তৃপক্ষ প্রয়োজনীয় ব্যবস্থা নিয়েছে। স্থানীয় বাসিন্দারা বলেন, দীর্ঘদিন ধরে এলাকায় নানা সমস্যা দেখা দিয়েছে। প্রশাসনের পক্ষ থেকে দ্রুত সমাধানের আশ্বাস দেওয়া হয়েছে। এ ঘটনায় সংশ্লিষ্টদের বিরুদ্ধে আইনগত ব্যবস্থা নেওয়া হবে বলে জানানো হয়। প্রতিদিন প্রতিবেদক জানিয়েছেন এ বিষয়ে সংশ্লিষ্ট কর্তৃপক্ষ প্রয়োজনীয় ব্যবস্থা নিয়েছে। স্থানীয় বাসিন্দারা বলেন, দীর্ঘদিন ধরে এলাকায় নানা সমস্যা দেখা দিয়েছে। প্রশাসনের পক্ষ থেকে দ্রুত সমাধানের আশ্বাস দেওয়া হয়েছে। এ ঘটনায় সংশ্লিষ্টদের বিরুদ্ধে আইনগত ব্যবস্থা নেওয়া হবে বলে জানানো হয়। প্রতিদিন প্রতিবেদক জানিয়েছেন এ বিষয়ে সংশ্লিষ্ট কর্তৃপক্ষ প্রয়োজনীয় ব্যবস্থা নিয়েছে। স্থানীয় বাসিন্দারা বলেন, দীর্ঘদিন ধরে এলাকায় নানা সমস্যা দেখা দিয়েছে। প্রশাসনের পক্ষ থেকে দ্রুত সমাধানের আশ্বাস দেওয়া হয়েছে। এ ঘটনায় সংশ্লিষ্টদের বিরুদ্ধে আইনগত ব্যবস্থা নেওয়া হবে বলে জানানো হয়। প্রতিদিন প্রতিবেদক জানিয়েছেন এ বিষয়ে সংশ্লিষ্ট কর্তৃপক্ষ প্রয়োজনীয় ব্যবস্থা নিয়েছে। স্থানীয় বাসিন্দারা বলেন, দীর্ঘদিন ধরে এলাকায় নানা সমস্যা দেখা দিয়েছে। প্রশাসনের পক্ষ থেকে দ্রুত সমাধানের আশ্বাস দেওয়া হয়েছে। এ ঘটনায় সংশ্লিষ্টদের বিরুদ্ধে আইনগত ব্যবস্থা নেওয়া হবে বলে জানানো হয়। প্রতিদিন প্রতিবেদক জানিয়েছেন এ বিষয়ে সংশ্লিষ্ট কর্তৃপক্ষ প্রয়োজনীয় ব্যবস্থা নিয়েছে। স্থানীয় বাসিন্দারা বলেন, দীর্ঘদিন ধরে এলাকায় নানা সমস্যা দেখা দিয়েছে। প্রশাসনের পক্ষ থেকে দ্রুত সমাধানের আশ্বাস দেওয়া হয়েছে। এ ঘটনায় সংশ্লিষ্টদের বিরুদ্ধে আইনগত ব্যবস্থা নেওয়া হবে বলে জানানো হয়। <box>14 429 164 586</box>
article-separator <box>402 531 502 532</box>
article-headline[interactable]: আরও চার জেলার রেড জোন এলাকায় সাধারণ ছুটি <box>407 52 497 85</box>
article-body: প্রতিদিন প্রতিবেদক জানিয়েছেন এ বিষয়ে সংশ্লিষ্ট কর্তৃপক্ষ প্রয়োজনীয় ব্যবস্থা নিয়েছে। স্থানীয় বাসিন্দারা বলেন, দীর্ঘদিন ধরে এলাকায় নানা সমস্যা দেখা দিয়েছে। প্রশাসনের পক্ষ থেকে দ্রুত সমাধানের আশ্বাস দেওয়া হয়েছে। এ ঘটনায় সংশ্লিষ্টদের বিরুদ্ধে আইনগত ব্যবস্থা নেওয়া হবে বলে জানানো হয়। প্রতিদিন প্রতিবেদক জানিয়েছেন এ বিষয়ে সংশ্লিষ্ট কর্তৃপক্ষ প্রয়োজনীয় ব্যবস্থা নিয়েছে। স্থানীয় বাসিন্দারা বলেন, দীর্ঘদিন ধরে এলাকায় নানা সমস্যা দেখা দিয়েছে। প্রশাসনের পক্ষ থেকে দ্রুত সমাধানের আশ্বাস দেওয়া হয়েছে। এ ঘটনায় সংশ্লিষ্টদের বিরুদ্ধে আইনগত ব্যবস্থা নেওয়া হবে বলে জানানো হয়। প্রতিদিন প্রতিবেদক জানিয়েছেন এ বিষয়ে সংশ্লিষ্ট কর্তৃপক্ষ প্রয়োজনীয় ব্যবস্থা নিয়েছে। স্থানীয় বাসিন্দারা বলেন, দীর্ঘদিন ধরে এলাকায় নানা সমস্যা দেখা দিয়েছে। প্রশাসনের পক্ষ থেকে দ্রুত সমাধানের আশ্বাস দেওয়া হয়েছে। এ ঘটনায় সংশ্লিষ্টদের বিরুদ্ধে আইনগত ব্যবস্থা নেওয়া হবে বলে জানানো হয়। প্রতিদিন প্রতিবেদক জানিয়েছেন এ বিষয়ে সংশ্লিষ্ট কর্তৃপক্ষ প্রয়োজনীয় ব্যবস্থা নিয়েছে। স্থানীয় বাসিন্দারা বলেন, দীর্ঘদিন ধরে এলাকায় নানা সমস্যা দেখা দিয়েছে। প্রশাসনের পক্ষ থেকে দ্রুত সমাধানের আশ্বাস দেওয়া হয়েছে। এ ঘটনায় সংশ্লিষ্টদের বিরুদ্ধে আইনগত ব্যবস্থা নেওয়া হবে বলে জানানো হয়। প্রতিদিন প্রতিবেদক জানিয়েছেন এ বিষয়ে সংশ্লিষ্ট কর্তৃপক্ষ প্রয়োজনীয় ব্যবস্থা নিয়েছে। স্থানীয় বাসিন্দারা বলেন, দীর্ঘদিন ধরে এলাকায় নানা সমস্যা দেখা দিয়েছে। প্রশাসনের পক্ষ থেকে দ্রুত সমাধানের আশ্বাস দেওয়া হয়েছে। এ ঘটনায় সংশ্লিষ্টদের বিরুদ্ধে আইনগত ব্যবস্থা নেওয়া হবে বলে জানানো হয়। প্রতিদিন প্রতিবেদক জানিয়েছেন এ বিষয়ে সংশ্লিষ্ট কর্তৃপক্ষ প্রয়োজনীয় ব্যবস্থা নিয়েছে। স্থানীয় বাসিন্দারা বলেন, দীর্ঘদিন ধরে এলাকায় নানা সমস্যা দেখা দিয়েছে। প্রশাসনের পক্ষ থেকে দ্রুত সমাধানের আশ্বাস দেওয়া হয়েছে। এ ঘটনায় সংশ্লিষ্টদের বিরুদ্ধে আইনগত ব্যবস্থা নেওয়া হবে বলে জানানো হয়। প্রতিদিন প্রতিবেদক জানিয়েছেন এ বিষয়ে সংশ্লিষ্ট কর্তৃপক্ষ প্রয়োজনীয় ব্যবস্থা নিয়েছে। স্থানীয় বাসিন্দারা বলেন, দীর্ঘদিন ধরে এলাকায় নানা সমস্যা দেখা দিয়েছে। প্রশাসনের পক্ষ থেকে দ্রুত সমাধানের আশ্বাস দেওয়া হয়েছে। এ ঘটনায় সংশ্লিষ্টদের বিরুদ্ধে আইনগত ব্যবস্থা নেওয়া হবে বলে জানানো হয়। <box>508 66 640 223</box>
article-body: প্রতিদিন প্রতিবেদক জানিয়েছেন এ বিষয়ে সংশ্লিষ্ট কর্তৃপক্ষ প্রয়োজনীয় ব্যবস্থা নিয়েছে। স্থানীয় বাসিন্দারা বলেন, দীর্ঘদিন ধরে এলাকায় নানা সমস্যা দেখা দিয়েছে। প্রশাসনের পক্ষ থেকে দ্রুত সমাধানের আশ্বাস দেওয়া হয়েছে। এ ঘটনায় সংশ্লিষ্টদের বিরুদ্ধে আইনগত ব্যবস্থা নেওয়া হবে বলে জানানো হয়। প্রতিদিন প্রতিবেদক জানিয়েছেন এ বিষয়ে সংশ্লিষ্ট কর্তৃপক্ষ প্রয়োজনীয় ব্যবস্থা নিয়েছে। স্থানীয় বাসিন্দারা বলেন, দীর্ঘদিন ধরে এলাকায় নানা সমস্যা দেখা দিয়েছে। প্রশাসনের পক্ষ থেকে দ্রুত সমাধানের আশ্বাস দেওয়া হয়েছে। এ ঘটনায় সংশ্লিষ্টদের বিরুদ্ধে আইনগত ব্যবস্থা নেওয়া হবে বলে জানানো হয়। প্রতিদিন প্রতিবেদক জানিয়েছেন এ বিষয়ে সংশ্লিষ্ট কর্তৃপক্ষ প্রয়োজনীয় ব্যবস্থা নিয়েছে। স্থানীয় বাসিন্দারা বলেন, দীর্ঘদিন ধরে এলাকায় নানা সমস্যা দেখা দিয়েছে। প্রশাসনের পক্ষ থেকে দ্রুত সমাধানের আশ্বাস দেওয়া হয়েছে। এ ঘটনায় সংশ্লিষ্টদের বিরুদ্ধে আইনগত ব্যবস্থা নেওয়া হবে বলে জানানো হয়। প্রতিদিন প্রতিবেদক জানিয়েছেন এ বিষয়ে সংশ্লিষ্ট কর্তৃপক্ষ প্রয়োজনীয় ব্যবস্থা নিয়েছে। স্থানীয় বাসিন্দারা বলেন, দীর্ঘদিন ধরে এলাকায় নানা সমস্যা দেখা দিয়েছে। প্রশাসনের পক্ষ থেকে দ্রুত সমাধানের আশ্বাস দেওয়া হয়েছে। এ ঘটনায় সংশ্লিষ্টদের বিরুদ্ধে আইনগত ব্যবস্থা নেওয়া হবে বলে জানানো হয়। প্রতিদিন প্রতিবেদক জানিয়েছেন এ বিষয়ে সংশ্লিষ্ট কর্তৃপক্ষ প্রয়োজনীয় ব্যবস্থা নিয়েছে। স্থানীয় বাসিন্দারা বলেন, দীর্ঘদিন ধরে এলাকায় নানা সমস্যা দেখা দিয়েছে। প্রশাসনের পক্ষ থেকে দ্রুত সমাধানের আশ্বাস দেওয়া হয়েছে। এ ঘটনায় সংশ্লিষ্টদের বিরুদ্ধে আইনগত ব্যবস্থা নেওয়া হবে বলে জানানো হয়। প্রতিদিন প্রতিবেদক জানিয়েছেন এ বিষয়ে সংশ্লিষ্ট কর্তৃপক্ষ প্রয়োজনীয় ব্যবস্থা নিয়েছে। স্থানীয় বাসিন্দারা বলেন, দীর্ঘদিন ধরে এলাকায় নানা সমস্যা দেখা দিয়েছে। প্রশাসনের পক্ষ থেকে দ্রুত সমাধানের আশ্বাস দেওয়া হয়েছে। এ ঘটনায় সংশ্লিষ্টদের বিরুদ্ধে আইনগত ব্যবস্থা নেওয়া হবে বলে জানানো হয়। <box>508 586 640 720</box>
article-headline[interactable]: মিরিসের সোসাইটা <box>301 198 371 210</box>
article-body: প্রতিদিন প্রতিবেদক জানিয়েছেন এ বিষয়ে সংশ্লিষ্ট কর্তৃপক্ষ প্রয়োজনীয় ব্যবস্থা নিয়েছে। স্থানীয় বাসিন্দারা বলেন, দীর্ঘদিন ধরে এলাকায় নানা সমস্যা দেখা দিয়েছে। প্রশাসনের পক্ষ থেকে দ্রুত সমাধানের আশ্বাস দেওয়া হয়েছে। এ ঘটনায় সংশ্লিষ্টদের বিরুদ্ধে আইনগত ব্যবস্থা নেওয়া হবে বলে জানানো হয়। প্রতিদিন প্রতিবেদক জানিয়েছেন এ বিষয়ে সংশ্লিষ্ট কর্তৃপক্ষ প্রয়োজনীয় ব্যবস্থা নিয়েছে। স্থানীয় বাসিন্দারা বলেন, দীর্ঘদিন ধরে এলাকায় নানা সমস্যা দেখা দিয়েছে। প্রশাসনের পক্ষ থেকে দ্রুত সমাধানের আশ্বাস দেওয়া হয়েছে। এ ঘটনায় সংশ্লিষ্টদের বিরুদ্ধে আইনগত ব্যবস্থা নেওয়া হবে বলে জানানো হয়। <box>14 66 164 106</box>
page-number-badge: ১১ <box>440 6 528 36</box>
article-separator <box>508 568 640 569</box>
article-body: প্রতিদিন প্রতিবেদক জানিয়েছেন এ বিষয়ে সংশ্লিষ্ট কর্তৃপক্ষ প্রয়োজনীয় ব্যবস্থা নিয়েছে। স্থানীয় বাসিন্দারা বলেন, দীর্ঘদিন ধরে এলাকায় নানা সমস্যা দেখা দিয়েছে। প্রশাসনের পক্ষ থেকে দ্রুত সমাধানের আশ্বাস দেওয়া হয়েছে। এ ঘটনায় সংশ্লিষ্টদের বিরুদ্ধে আইনগত ব্যবস্থা নেওয়া হবে বলে জানানো হয়। প্রতিদিন প্রতিবেদক জানিয়েছেন এ বিষয়ে সংশ্লিষ্ট কর্তৃপক্ষ প্রয়োজনীয় ব্যবস্থা নিয়েছে। স্থানীয় বাসিন্দারা বলেন, দীর্ঘদিন ধরে এলাকায় নানা সমস্যা দেখা দিয়েছে। প্রশাসনের পক্ষ থেকে দ্রুত সমাধানের আশ্বাস দেওয়া হয়েছে। এ ঘটনায় সংশ্লিষ্টদের বিরুদ্ধে আইনগত ব্যবস্থা নেওয়া হবে বলে জানানো হয়। প্রতিদিন প্রতিবেদক জানিয়েছেন এ বিষয়ে সংশ্লিষ্ট কর্তৃপক্ষ প্রয়োজনীয় ব্যবস্থা নিয়েছে। স্থানীয় বাসিন্দারা বলেন, দীর্ঘদিন ধরে এলাকায় নানা সমস্যা দেখা দিয়েছে। প্রশাসনের পক্ষ থেকে দ্রুত সমাধানের আশ্বাস দেওয়া হয়েছে। এ ঘটনায় সংশ্লিষ্টদের বিরুদ্ধে আইনগত ব্যবস্থা নেওয়া হবে বলে জানানো হয়। প্রতিদিন প্রতিবেদক জানিয়েছেন এ বিষয়ে সংশ্লিষ্ট কর্তৃপক্ষ প্রয়োজনীয় ব্যবস্থা নিয়েছে। স্থানীয় বাসিন্দারা বলেন, দীর্ঘদিন ধরে এলাকায় নানা সমস্যা দেখা দিয়েছে। প্রশাসনের পক্ষ থেকে দ্রুত সমাধানের আশ্বাস দেওয়া হয়েছে। এ ঘটনায় সংশ্লিষ্টদের বিরুদ্ধে আইনগত ব্যবস্থা নেওয়া হবে বলে জানানো হয়। প্রতিদিন প্রতিবেদক জানিয়েছেন এ বিষয়ে সংশ্লিষ্ট কর্তৃপক্ষ প্রয়োজনীয় ব্যবস্থা নিয়েছে। স্থানীয় বাসিন্দারা বলেন, দীর্ঘদিন ধরে এলাকায় নানা সমস্যা দেখা দিয়েছে। প্রশাসনের পক্ষ থেকে দ্রুত সমাধানের আশ্বাস দেওয়া হয়েছে। এ ঘটনায় সংশ্লিষ্টদের বিরুদ্ধে আইনগত ব্যবস্থা নেওয়া হবে বলে জানানো হয়। প্রতিদিন প্রতিবেদক জানিয়েছেন এ বিষয়ে সংশ্লিষ্ট কর্তৃপক্ষ প্রয়োজনীয় ব্যবস্থা নিয়েছে। স্থানীয় বাসিন্দারা বলেন, দীর্ঘদিন ধরে এলাকায় নানা সমস্যা দেখা দিয়েছে। প্রশাসনের পক্ষ থেকে দ্রুত সমাধানের আশ্বাস দেওয়া হয়েছে। এ ঘটনায় সংশ্লিষ্টদের বিরুদ্ধে আইনগত ব্যবস্থা নেওয়া হবে বলে জানানো হয়। প্রতিদিন প্রতিবেদক জানিয়েছেন এ বিষয়ে সংশ্লিষ্ট কর্তৃপক্ষ প্রয়োজনীয় ব্যবস্থা নিয়েছে। স্থানীয় বাসিন্দারা বলেন, দীর্ঘদিন ধরে এলাকায় নানা সমস্যা দেখা দিয়েছে। প্রশাসনের পক্ষ থেকে দ্রুত সমাধানের আশ্বাস দেওয়া হয়েছে। এ ঘটনায় সংশ্লিষ্টদের বিরুদ্ধে আইনগত ব্যবস্থা নেওয়া হবে বলে জানানো হয়। <box>276 627 396 795</box>
article-headline[interactable]: অক্সফোর্ডের ভ্যাকসিন <box>411 281 493 293</box>
news-article[interactable] <box>170 299 270 570</box>
article-separator <box>276 196 396 197</box>
column-divider <box>167 50 168 980</box>
article-headline[interactable]: কিট সংকট <box>68 414 110 426</box>
news-article[interactable] <box>402 282 502 525</box>
news-article[interactable] <box>402 731 502 833</box>
article-separator <box>170 716 270 717</box>
article-separator <box>402 839 502 840</box>
article-headline[interactable]: বিপর্যয় পর্যটন খাত <box>538 571 610 583</box>
article-headline[interactable]: প্রভাব কয়েক দশক <box>301 52 371 63</box>
article-separator <box>276 801 396 802</box>
